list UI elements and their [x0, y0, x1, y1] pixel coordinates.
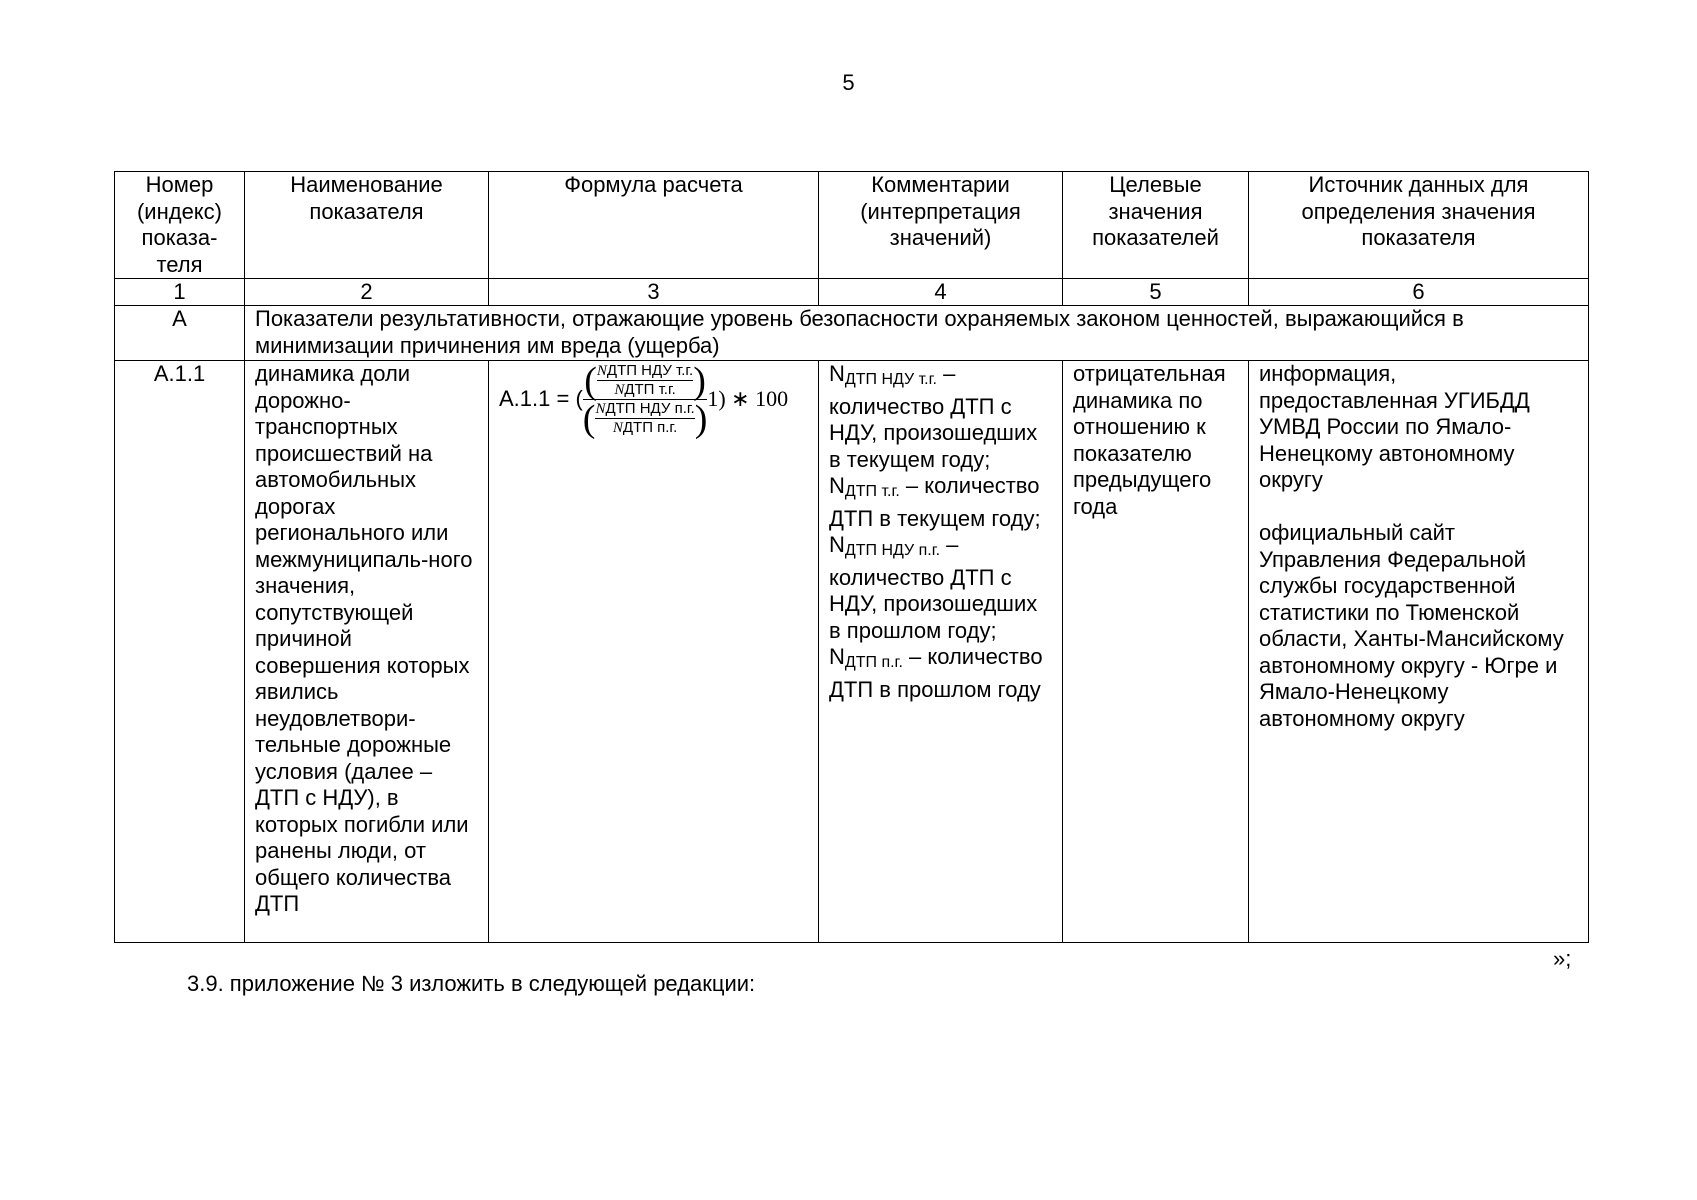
row-source: [1249, 361, 1589, 943]
row-target: отрицательная динамика по отношению к показателю предыдущего года: [1063, 361, 1249, 943]
comment-item: NДТП п.г. – количество ДТП в прошлом году: [829, 644, 1043, 702]
table-row: [115, 361, 1589, 943]
column-number: 3: [489, 279, 819, 306]
page-number: 5: [842, 70, 855, 95]
indicators-table: [114, 171, 1589, 943]
header-index: Номер (индекс) показа-теля: [115, 172, 245, 279]
source-paragraph: информация, предоставленная УГИБДД УМВД России по Ямало-Ненецкому автономному округу: [1259, 361, 1530, 492]
header-formula: Формула расчета: [489, 172, 819, 279]
section-index: А: [115, 306, 245, 361]
formula-outer-fraction: ( $\frac{\text{NДТП НДУ т.г.}}{\text{NДТП т.г.}}$ ) ( $\frac{\text{NДТП НДУ п.г.}}{\text{NДТП п.г.}}$ ): [582, 359, 708, 440]
closing-quote: »;: [1553, 946, 1572, 971]
section-title: Показатели результативности, отражающие уровень безопасности охраняемых законом ценностей, выражающийся в минимизации причинения им вреда (ущерба): [245, 306, 1589, 361]
column-number: 5: [1063, 279, 1249, 306]
formula-lhs: А.1.1 = (: [499, 386, 583, 412]
column-number: 2: [245, 279, 489, 306]
column-number: 4: [819, 279, 1063, 306]
paragraph: 3.9. приложение № 3 изложить в следующей редакции:: [187, 971, 756, 996]
source-paragraph: официальный сайт Управления Федеральной службы государственной статистики по Тюменской области, Ханты-Мансийскому автономному округу - Югре и Ямало-Ненецкому автономному округу: [1259, 520, 1564, 731]
header-source: Источник данных для определения значения показателя: [1249, 172, 1589, 279]
header-target: Целевые значения показателей: [1063, 172, 1249, 279]
row-index: А.1.1: [115, 361, 245, 943]
row-formula: [489, 361, 819, 943]
comment-item: NДТП НДУ т.г. – количество ДТП с НДУ, произошедших в текущем году;: [829, 361, 1038, 472]
comment-item: NДТП т.г. – количество ДТП в текущем году;: [829, 473, 1041, 531]
comment-item: NДТП НДУ п.г. – количество ДТП с НДУ, произошедших в прошлом году;: [829, 532, 1038, 643]
row-name: динамика доли дорожно-транспортных происшествий на автомобильных дорогах регионального или межмуниципаль-ного значения, сопутствующей причиной совершения которых явились неудовлетвори-тельные дорожные условия (далее – ДТП с НДУ), в которых погибли или ранены люди, от общего количества ДТП: [245, 361, 489, 943]
column-number: 6: [1249, 279, 1589, 306]
section-row: [115, 306, 1589, 361]
formula-rhs: 1) ∗ 100: [707, 386, 789, 412]
header-name: Наименование показателя: [245, 172, 489, 279]
row-comments: [819, 361, 1063, 943]
table-header-row: [115, 172, 1589, 279]
header-comments: Комментарии (интерпретация значений): [819, 172, 1063, 279]
formula: [499, 359, 808, 440]
column-numbers-row: [115, 279, 1589, 306]
column-number: 1: [115, 279, 245, 306]
